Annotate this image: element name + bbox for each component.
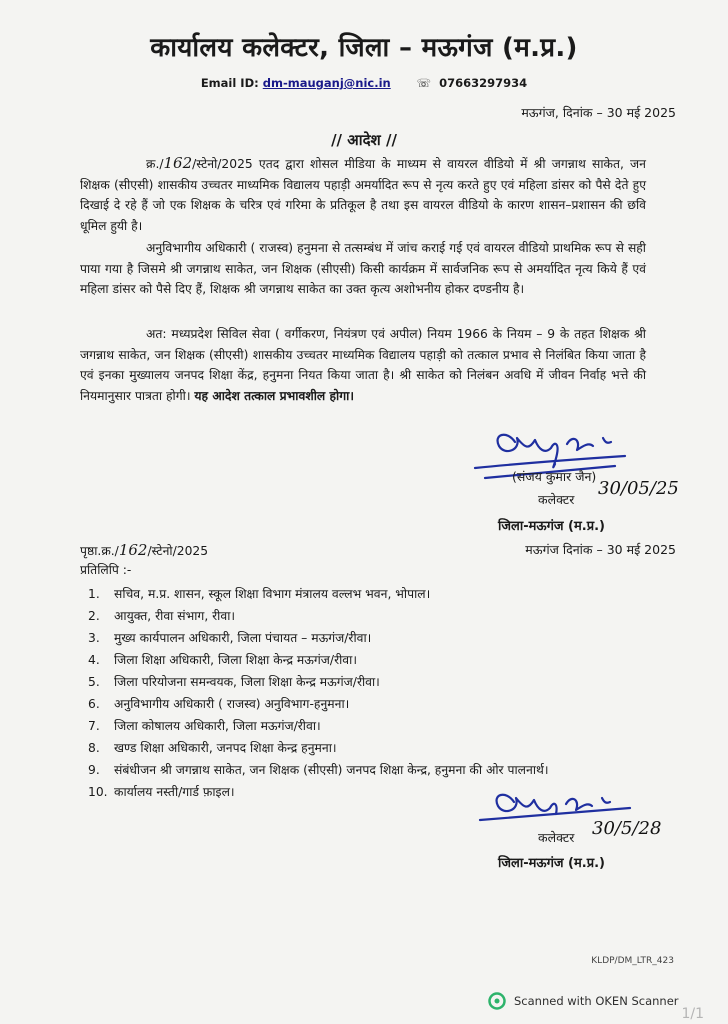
copy-to-item-number: 7.: [88, 719, 100, 733]
endorsement-ref: [80, 541, 208, 559]
copy-to-item-text: मुख्य कार्यपालन अधिकारी, जिला पंचायत – मऊगंज/रीवा।: [114, 631, 372, 645]
signatory-designation-2: कलेक्टर: [538, 830, 575, 845]
copy-to-item: [80, 583, 680, 605]
copy-to-item-number: 5.: [88, 675, 100, 689]
oken-scanner-logo-icon: [488, 992, 506, 1010]
copy-to-item-number: 6.: [88, 697, 100, 711]
endorsement-ref-suffix: /स्टेनो/2025: [147, 544, 209, 558]
copy-to-item: [80, 649, 680, 671]
copy-to-item-text: खण्ड शिक्षा अधिकारी, जनपद शिक्षा केन्द्र हनुमना।: [114, 741, 337, 755]
order-date: मऊगंज, दिनांक – 30 मई 2025: [521, 105, 676, 120]
ref-prefix: क्र./: [146, 157, 164, 171]
ref-suffix: /स्टेनो/2025: [192, 157, 253, 171]
copy-to-item-text: जिला परियोजना समन्वयक, जिला शिक्षा केन्द्र मऊगंज/रीवा।: [114, 675, 380, 689]
copy-to-item-text: अनुविभागीय अधिकारी ( राजस्व) अनुविभाग-हनुमना।: [114, 697, 350, 711]
paragraph-3-bold-text: यह आदेश तत्काल प्रभावशील होगा।: [194, 388, 354, 403]
copy-to-item-text: सचिव, म.प्र. शासन, स्कूल शिक्षा विभाग मंत्रालय वल्लभ भवन, भोपाल।: [114, 587, 431, 601]
copy-to-item-number: 9.: [88, 763, 100, 777]
copy-to-item-text: जिला कोषालय अधिकारी, जिला मऊगंज/रीवा।: [114, 719, 321, 733]
document-code: KLDP/DM_LTR_423: [591, 956, 674, 966]
email-label: Email ID:: [200, 76, 259, 90]
paragraph-1-text: एतद द्वारा शोसल मीडिया के माध्यम से वायरल वीडियो में श्री जगन्नाथ साकेत, जन शिक्षक (सीएसी) शासकीय उच्चतर माध्यमिक विद्यालय पहाड़ी अमर्यादित रूप से नृत्य करते हुए एवं महिला डांसर को पैसे देते हुए दिखाई दे रहे हैं जो एक शिक्षक के चरित्र एवं गरिमा के प्रतिकूल है तथा इस वायरल वीडियो के कारण शासन–प्रशासन की छवि धूमिल हुयी है।: [80, 157, 646, 233]
copy-to-item: [80, 759, 680, 781]
copy-to-list: [80, 583, 680, 803]
page-number: 1/1: [681, 1006, 704, 1022]
order-paragraph-1: [80, 153, 646, 236]
copy-to-item: [80, 671, 680, 693]
handwritten-endorsement-number: 162: [118, 541, 148, 559]
signatory-office: जिला-मऊगंज (म.प्र.): [498, 519, 605, 534]
copy-to-item-number: 2.: [88, 609, 100, 623]
email-link[interactable]: dm-mauganj@nic.in: [262, 76, 391, 90]
copy-to-item-text: आयुक्त, रीवा संभाग, रीवा।: [114, 609, 236, 623]
handwritten-sign-date-2: 30/5/28: [592, 818, 662, 839]
paragraph-3-text: अत: मध्यप्रदेश सिविल सेवा ( वर्गीकरण, नियंत्रण एवं अपील) नियम 1966 के नियम – 9 के तहत शिक्षक श्री जगन्नाथ साकेत, जन शिक्षक (सीएसी) शासकीय उच्चतर माध्यमिक विद्यालय पहाड़ी को तत्काल प्रभाव से निलंबित किया जाता है एवं इनका मुख्यालय जनपद शिक्षा केंद्र, हनुमना नियत किया जाता है। श्री साकेत को निलंबन अवधि में जीवन निर्वाह भत्ते की नियमानुसार पात्रता होगी।: [80, 327, 646, 403]
copy-to-item-text: जिला शिक्षा अधिकारी, जिला शिक्षा केन्द्र मऊगंज/रीवा।: [114, 653, 357, 667]
copy-to-label: प्रतिलिपि :-: [80, 563, 132, 577]
signatory-designation: कलेक्टर: [538, 492, 575, 507]
handwritten-sign-date-1: 30/05/25: [598, 478, 679, 499]
copy-to-item-text: कार्यालय नस्ती/गार्ड फ़ाइल।: [114, 785, 235, 799]
endorsement-date: मऊगंज दिनांक – 30 मई 2025: [525, 542, 676, 557]
office-title: कार्यालय कलेक्टर, जिला – मऊगंज (म.प्र.): [150, 33, 578, 63]
copy-to-item: [80, 737, 680, 759]
scanner-text: Scanned with OKEN Scanner: [514, 994, 679, 1008]
handwritten-ref-number: 162: [163, 154, 193, 172]
telephone-icon: ☏: [416, 76, 432, 90]
endorsement-ref-prefix: पृष्ठा.क्र./: [80, 544, 119, 558]
order-paragraph-3: [80, 324, 646, 406]
copy-to-item-number: 1.: [88, 587, 100, 601]
copy-to-item: [80, 693, 680, 715]
copy-to-item-text: संबंधीजन श्री जगन्नाथ साकेत, जन शिक्षक (सीएसी) जनपद शिक्षा केन्द्र, हनुमना की ओर पालनार्थ।: [114, 763, 549, 777]
contact-line: [0, 76, 728, 90]
copy-to-item: [80, 627, 680, 649]
copy-to-item: [80, 605, 680, 627]
copy-to-item-number: 4.: [88, 653, 100, 667]
phone-number: 07663297934: [439, 76, 528, 90]
copy-to-item-number: 10.: [88, 785, 108, 799]
order-paragraph-2: अनुविभागीय अधिकारी ( राजस्व) हनुमना से तत्सम्बंध में जांच कराई गई एवं वायरल वीडियो प्राथमिक रूप से सही पाया गया है जिसमे श्री जगन्नाथ साकेत, जन शिक्षक (सीएसी) किसी कार्यक्रम में सार्वजनिक रूप से अमर्यादित नृत्य किये हैं एवं महिला डांसर को पैसे दिए हैं, शिक्षक श्री जगन्नाथ साकेत का उक्त कृत्य अशोभनीय होकर दण्डनीय है।: [80, 241, 646, 296]
signatory-name: (संजय कुमार जैन): [512, 469, 597, 484]
order-heading: // आदेश //: [331, 131, 397, 149]
copy-to-item: [80, 715, 680, 737]
signatory-office-2: जिला-मऊगंज (म.प्र.): [498, 856, 605, 871]
copy-to-item-number: 3.: [88, 631, 100, 645]
copy-to-item-number: 8.: [88, 741, 100, 755]
